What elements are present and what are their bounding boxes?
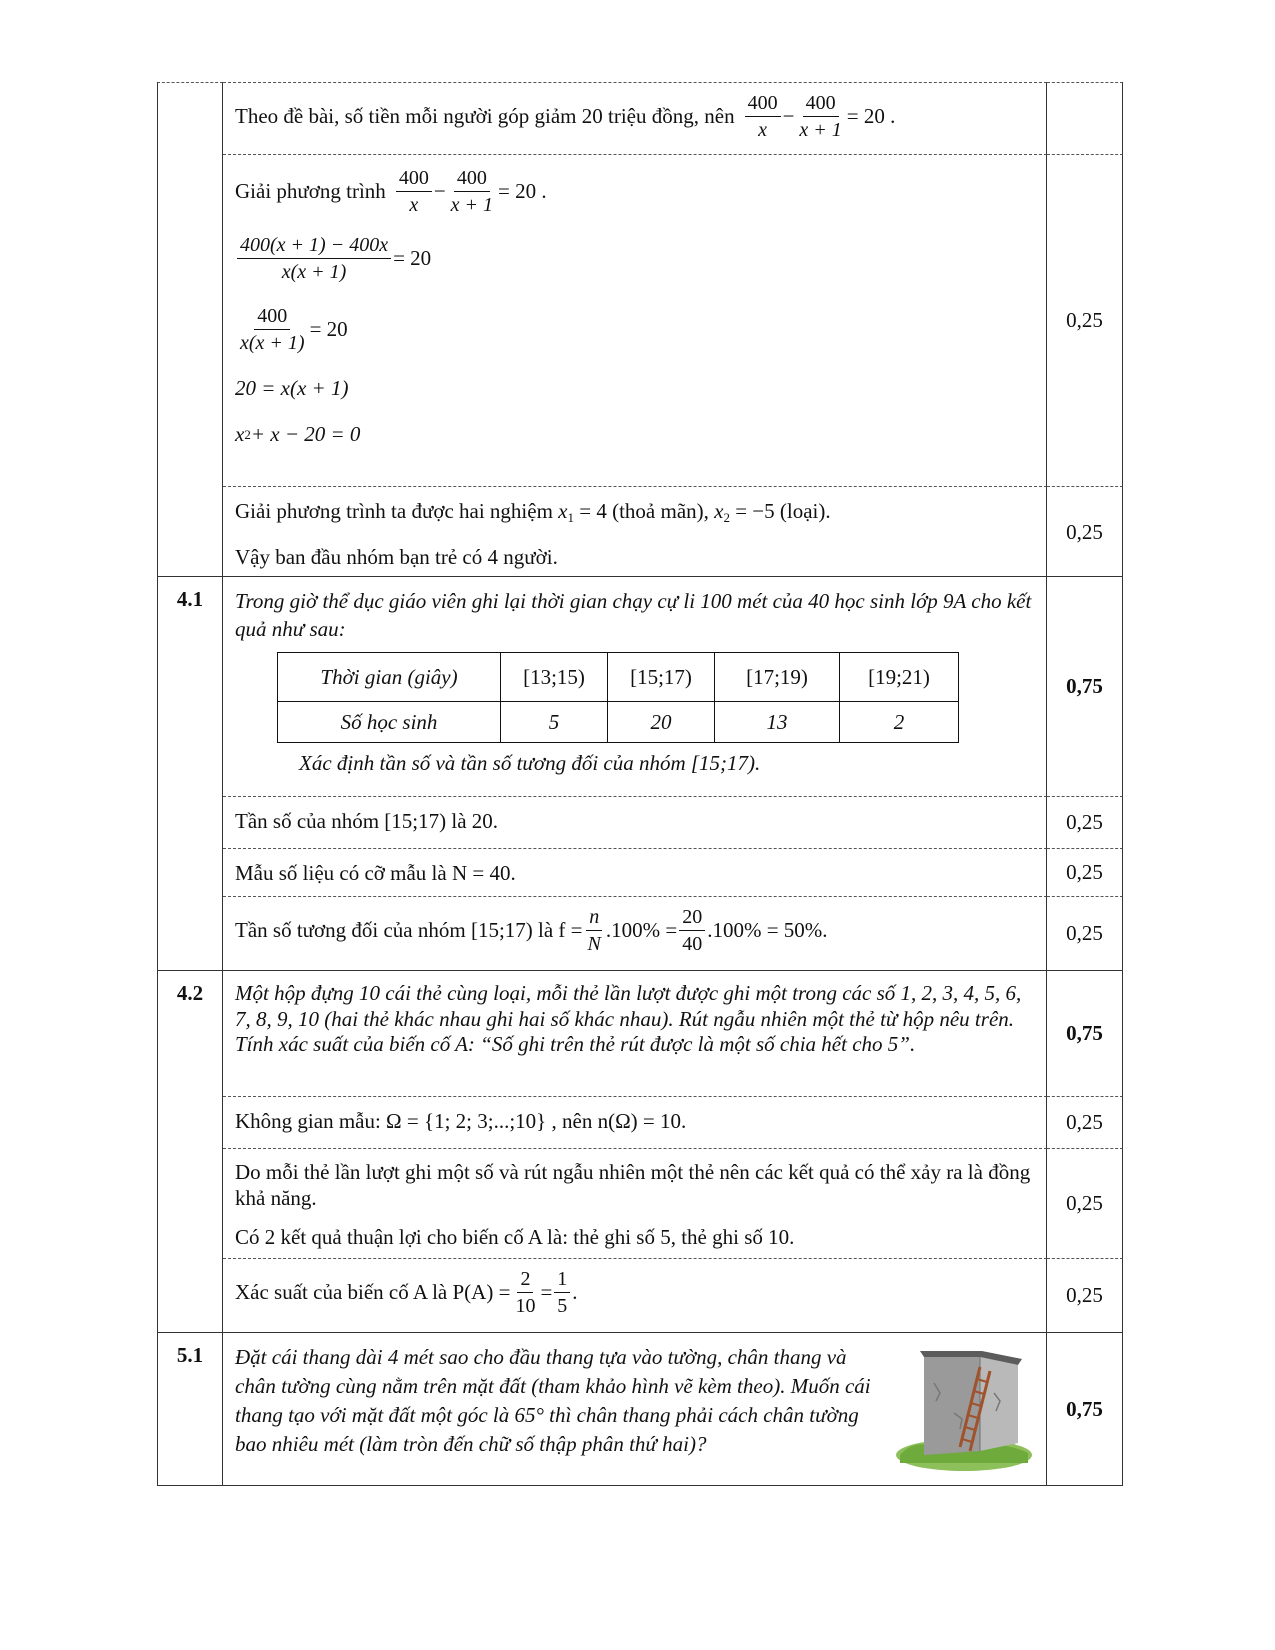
row-roots — [157, 486, 1123, 576]
ladder-wall-illustration — [894, 1343, 1034, 1473]
solve-intro: Giải phương trình — [235, 179, 386, 204]
table-cell: [13;15) — [501, 652, 608, 701]
fraction-400-x1: $\frac{400}{x + 1}$ — [799, 92, 842, 141]
points-cell: 0,25 — [1047, 1096, 1123, 1148]
row-body: Một hộp đựng 10 cái thẻ cùng loại, mỗi thẻ lần lượt được ghi một trong các số 1, 2, 3, 4, 5, 6, 7, 8, 9, 10 (hai thẻ khác nhau ghi hai số khác nhau). Rút ngẫu nhiên một thẻ từ hộp nêu trên. Tính xác suất của biến cố A: “Số ghi trên thẻ rút được là một số chia hết cho 5”. — [223, 970, 1047, 1096]
row-question-5-1 — [157, 1332, 1123, 1486]
points-cell: 0,75 — [1047, 576, 1123, 796]
step-4: 20 = x(x + 1) — [235, 376, 349, 400]
fraction-1-5: $\frac{1}{5}$ — [554, 1266, 570, 1319]
question-id: 4.1 — [157, 576, 223, 796]
row-body: Giải phương trình $\frac{400}{x}$ − $\frac{400}{x + 1}$ = 20 . $\frac{400(x + 1) - 400x}{x(x + 1)}$ = 20 $\frac{400}{x(x + 1)}$ = 20 20 = x(x + 1) x 2 + x − 20 = 0 — [223, 154, 1047, 486]
row-body: Mẫu số liệu có cỡ mẫu là N = 40. — [223, 848, 1047, 896]
equation-tail: = 20 . — [498, 179, 547, 204]
question-id — [157, 82, 223, 154]
answer-table — [157, 82, 1123, 1486]
table-cell: 2 — [840, 701, 959, 742]
row-equation-setup — [157, 82, 1123, 154]
question-id — [157, 796, 223, 848]
step-3: $\frac{400}{x(x + 1)}$ = 20 — [235, 303, 1034, 356]
frequency-table — [277, 652, 959, 743]
table-cell: [19;21) — [840, 652, 959, 701]
points-cell: 0,25 — [1047, 796, 1123, 848]
points-cell: 0,25 — [1047, 154, 1123, 486]
row-probability — [157, 1258, 1123, 1332]
question-text: Đặt cái thang dài 4 mét sao cho đầu thang tựa vào tường, chân thang và chân tường cùng nằm trên mặt đất (tham khảo hình vẽ kèm theo). Muốn cái thang tạo với mặt đất một góc là 65° thì chân thang phải cách chân tường bao nhiêu mét (làm tròn đến chữ số thập phân thứ hai)? — [235, 1345, 871, 1456]
row-body: Tần số tương đối của nhóm [15;17) là f = $\frac{n}{N}$ .100% = $\frac{20}{40}$ .100% = 50%. — [223, 896, 1047, 970]
question-id — [157, 486, 223, 579]
equation-tail: = 20 . — [846, 104, 896, 129]
fraction-step-3: $\frac{400}{x(x + 1)}$ — [240, 305, 305, 354]
step-5: x 2 + x − 20 = 0 — [235, 422, 361, 447]
row-body: Xác suất của biến cố A là P(A) = $\frac{2}{10}$ = $\frac{1}{5}$ . — [223, 1258, 1047, 1332]
row-relative-frequency — [157, 896, 1123, 970]
row-question-4-1 — [157, 576, 1123, 796]
row-equally-likely — [157, 1148, 1123, 1258]
fraction-400-x: $\frac{400}{x}$ — [745, 90, 781, 143]
step-2: $\frac{400(x + 1) - 400x}{x(x + 1)}$ = 20 — [235, 232, 1034, 285]
row-body — [223, 1148, 1047, 1258]
points-cell: 0,75 — [1047, 970, 1123, 1096]
fraction-2-10: $\frac{2}{10}$ — [515, 1268, 536, 1317]
table-cell: 5 — [501, 701, 608, 742]
points-cell — [1047, 82, 1123, 154]
table-cell: [17;19) — [715, 652, 840, 701]
points-cell: 0,25 — [1047, 1258, 1123, 1332]
points-cell: 0,25 — [1047, 848, 1123, 896]
table-cell: [15;17) — [608, 652, 715, 701]
points-cell: 0,25 — [1047, 896, 1123, 970]
question-text: Trong giờ thể dục giáo viên ghi lại thời gian chạy cự li 100 mét của 40 học sinh lớp 9A cho kết quả như sau: — [235, 589, 1032, 642]
points-cell: 0,25 — [1047, 486, 1123, 579]
question-id — [157, 154, 223, 486]
fraction-step-2: $\frac{400(x + 1) - 400x}{x(x + 1)}$ — [237, 232, 391, 285]
question-id — [157, 896, 223, 970]
row-body: Không gian mẫu: Ω = {1; 2; 3;...;10} , nên n(Ω) = 10. — [223, 1096, 1047, 1148]
question-id — [157, 848, 223, 896]
question-id: 4.2 — [157, 970, 223, 1096]
question-id: 5.1 — [157, 1332, 223, 1486]
table-cell: 20 — [608, 701, 715, 742]
row-solve-equation — [157, 154, 1123, 486]
fraction-400-x: $\frac{400}{x}$ — [396, 165, 432, 218]
question-prompt: Xác định tần số và tần số tương đối của nhóm [15;17). — [299, 750, 761, 775]
points-cell: 0,25 — [1047, 1148, 1123, 1258]
setup-text: Theo đề bài, số tiền mỗi người góp giảm 20 triệu đồng, nên — [235, 104, 735, 129]
row-body: Theo đề bài, số tiền mỗi người góp giảm 20 triệu đồng, nên $\frac{400}{x}$ − $\frac{400}{x + 1}$ = 20 . — [223, 82, 1047, 154]
fraction-20-40: $\frac{20}{40}$ — [679, 904, 705, 957]
row-body — [223, 576, 1047, 796]
table-cell: Thời gian (giây) — [278, 652, 501, 701]
row-body — [223, 1332, 1047, 1486]
question-id — [157, 1148, 223, 1258]
table-cell: 13 — [715, 701, 840, 742]
row-sample-space — [157, 1096, 1123, 1148]
row-sample-size — [157, 848, 1123, 896]
row-body: Tần số của nhóm [15;17) là 20. — [223, 796, 1047, 848]
row-question-4-2 — [157, 970, 1123, 1096]
equally-likely-text: Do mỗi thẻ lần lượt ghi một số và rút ngẫu nhiên một thẻ nên các kết quả có thể xảy ra là đồng khả năng. — [235, 1160, 1031, 1211]
table-row — [278, 701, 959, 742]
conclusion-text: Vậy ban đầu nhóm bạn trẻ có 4 người. — [235, 544, 558, 569]
question-id — [157, 1096, 223, 1148]
question-id — [157, 1258, 223, 1332]
favorable-outcomes-text: Có 2 kết quả thuận lợi cho biến cố A là: thẻ ghi số 5, thẻ ghi số 10. — [235, 1224, 795, 1249]
fraction-n-N: $\frac{n}{N}$ — [587, 906, 601, 955]
table-cell: Số học sinh — [278, 701, 501, 742]
table-row — [278, 652, 959, 701]
row-frequency — [157, 796, 1123, 848]
fraction-400-x1: $\frac{400}{x + 1}$ — [450, 167, 494, 216]
points-cell: 0,75 — [1047, 1332, 1123, 1486]
row-body: Giải phương trình ta được hai nghiệm $x_1 = 4$ (thoả mãn), $x_2 = -5$ (loại). Vậy ban đầu nhóm bạn trẻ có 4 người. — [223, 486, 1047, 579]
